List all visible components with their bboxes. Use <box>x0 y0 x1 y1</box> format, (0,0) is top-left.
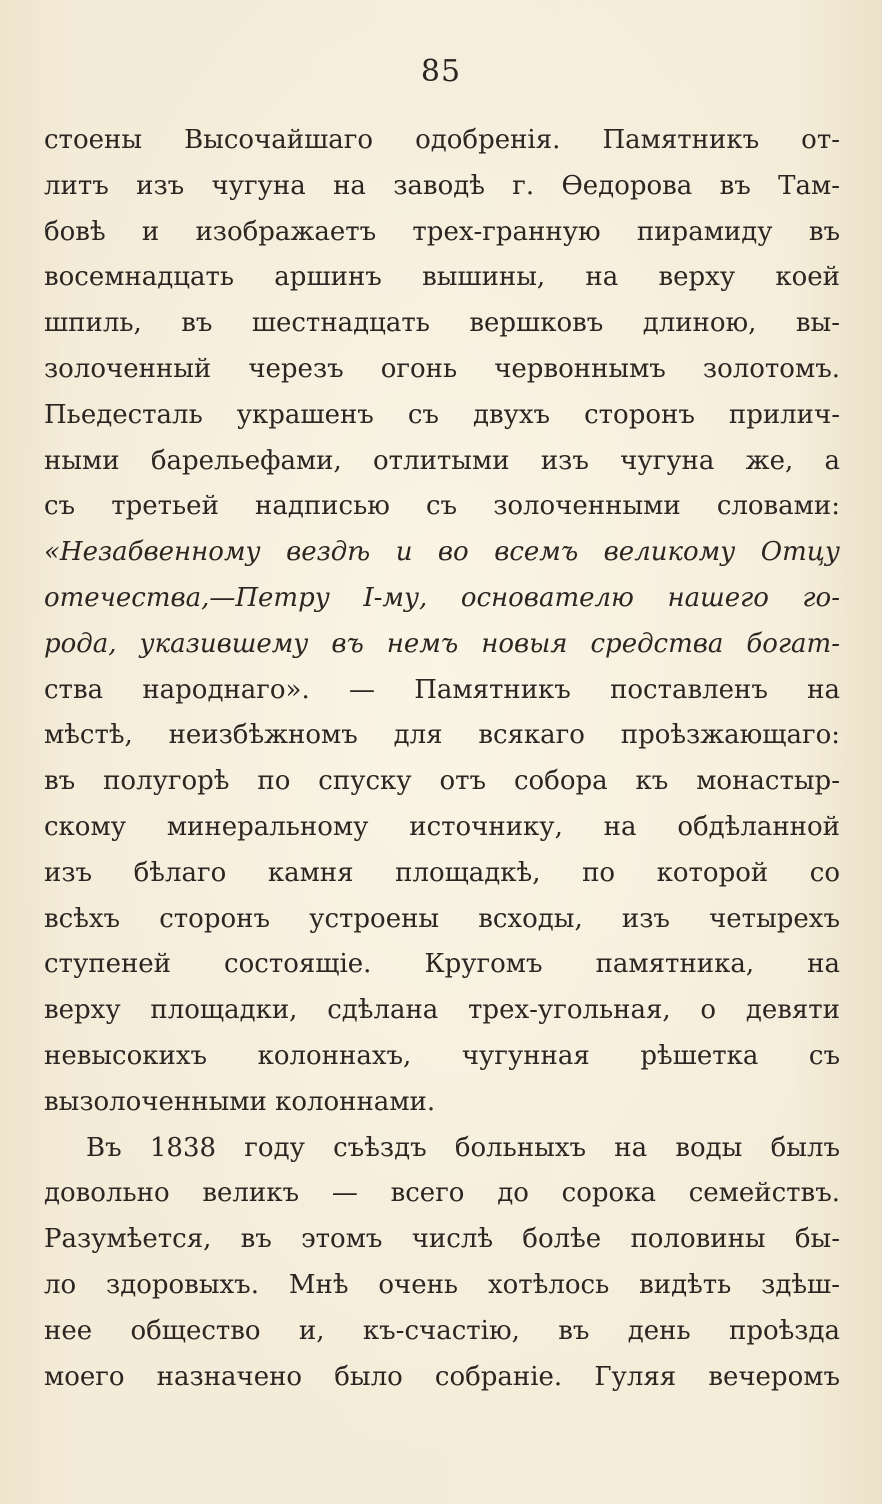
text-line: скому минеральному источнику, на обдѣланной <box>44 811 840 842</box>
text-line: Разумѣется, въ этомъ числѣ болѣе половины бы- <box>44 1224 840 1255</box>
paragraph-start-line: Въ 1838 году съѣздъ больныхъ на воды былъ <box>86 1132 840 1163</box>
text-line: бовѣ и изображаетъ трех-гранную пирамиду въ <box>44 216 840 247</box>
text-line: Пьедесталь украшенъ съ двухъ сторонъ прилич- <box>44 399 840 430</box>
inscription-line: «Незабвенному вездѣ и во всемъ великому Отцу <box>44 537 840 568</box>
text-line: нее общество и, къ-счастію, въ день проѣзда <box>44 1315 840 1346</box>
text-line: шпиль, въ шестнадцать вершковъ длиною, вы- <box>44 308 840 339</box>
text-line: золоченный черезъ огонь червоннымъ золотомъ. <box>44 353 840 384</box>
text-line: ступеней состоящіе. Кругомъ памятника, на <box>44 949 840 980</box>
text-line: восемнадцать аршинъ вышины, на верху коей <box>44 262 840 293</box>
text-line: изъ бѣлаго камня площадкѣ, по которой со <box>44 857 840 888</box>
inscription-line: отечества,—Петру I-му, основателю нашего го- <box>44 582 840 613</box>
text-line: ства народнаго». — Памятникъ поставленъ на <box>44 674 840 705</box>
text-line: стоены Высочайшаго одобренія. Памятникъ от- <box>44 125 840 155</box>
text-line: довольно великъ — всего до сорока семействъ. <box>44 1178 840 1209</box>
text-line: въ полугорѣ по спуску отъ собора къ монастыр- <box>44 766 840 797</box>
text-line: ло здоровыхъ. Мнѣ очень хотѣлось видѣть здѣш- <box>44 1269 840 1300</box>
text-line: литъ изъ чугуна на заводѣ г. Өедорова въ Там- <box>44 170 840 201</box>
text-line: невысокихъ колоннахъ, чугунная рѣшетка съ <box>44 1040 840 1071</box>
text-line: моего назначено было собраніе. Гуляя вечеромъ <box>44 1361 840 1392</box>
body-text <box>44 118 840 1400</box>
text-line: вызолоченными колоннами. <box>44 1086 436 1117</box>
text-line: верху площадки, сдѣлана трех-угольная, о девяти <box>44 995 840 1026</box>
text-line: съ третьей надписью съ золоченными словами: <box>44 491 840 522</box>
page-number: 85 <box>420 54 462 89</box>
inscription-line: рода, указившему въ немъ новыя средства богат- <box>44 628 840 659</box>
text-line: мѣстѣ, неизбѣжномъ для всякаго проѣзжающаго: <box>44 720 840 751</box>
text-line: всѣхъ сторонъ устроены всходы, изъ четырехъ <box>44 903 840 934</box>
text-line: ными барельефами, отлитыми изъ чугуна же, а <box>44 445 840 476</box>
